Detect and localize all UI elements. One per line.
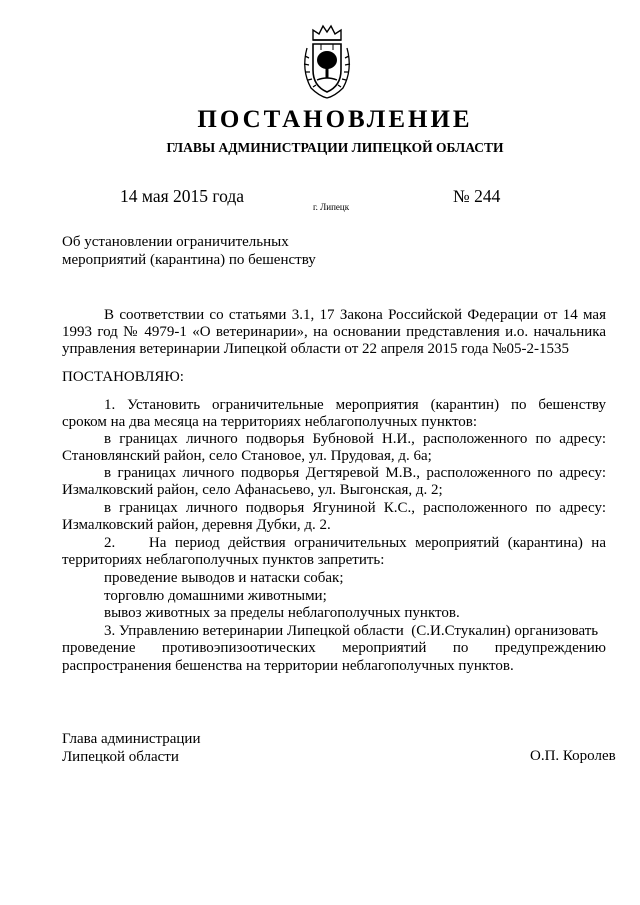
- body-line: торговлю домашними животными;: [104, 588, 327, 604]
- body-line: в границах личного подворья Ягуниной К.С., расположенного по адресу:: [104, 500, 606, 516]
- subject-line: мероприятий (карантина) по бешенству: [62, 252, 316, 268]
- signatory-position-line: Липецкой области: [62, 749, 179, 765]
- body-line: распространения бешенства на территории неблагополучных пунктов.: [62, 658, 514, 674]
- signatory-name: О.П. Королев: [530, 748, 616, 764]
- body-line: в границах личного подворья Дегтяревой М.В., расположенного по адресу:: [104, 465, 606, 481]
- body-line: в границах личного подворья Бубновой Н.И., расположенного по адресу:: [104, 431, 606, 447]
- decree-word: ПОСТАНОВЛЯЮ:: [62, 369, 184, 385]
- signatory-position-line: Глава администрации: [62, 731, 201, 747]
- body-line: Измалковский район, село Афанасьево, ул. Выгонская, д. 2;: [62, 482, 443, 498]
- document-date: 14 мая 2015 года: [120, 186, 245, 206]
- body-line: проведение выводов и натаски собак;: [104, 570, 344, 586]
- signatory-position: [62, 730, 200, 766]
- body-line: Становлянский район, село Становое, ул. Прудовая, д. 6а;: [62, 448, 432, 464]
- body-line: проведение противоэпизоотических мероприятий по предупреждению: [62, 640, 606, 656]
- body-line: Измалковский район, деревня Дубки, д. 2.: [62, 517, 331, 533]
- body-line: территориях неблагополучных пунктов запретить:: [62, 552, 385, 568]
- document-number: № 244: [453, 186, 501, 206]
- document-title: ПОСТАНОВЛЕНИЕ: [197, 106, 473, 133]
- preamble-line: 1993 год № 4979-1 «О ветеринарии», на основании представления и.о. начальника: [62, 324, 606, 340]
- body-line: 1. Установить ограничительные мероприятия (карантин) по бешенству: [104, 397, 606, 413]
- document-subject: [62, 233, 316, 269]
- body-line: 2. На период действия ограничительных мероприятий (карантина) на: [104, 535, 606, 551]
- document-subtitle: ГЛАВЫ АДМИНИСТРАЦИИ ЛИПЕЦКОЙ ОБЛАСТИ: [166, 140, 504, 155]
- preamble-line: В соответствии со статьями 3.1, 17 Закона Российской Федерации от 14 мая: [104, 307, 606, 323]
- preamble-line: управления ветеринарии Липецкой области от 22 апреля 2015 года №05-2-1535: [62, 341, 569, 357]
- document-city: г. Липецк: [313, 202, 350, 212]
- body-line: 3. Управлению ветеринарии Липецкой области (С.И.Стукалин) организовать: [104, 623, 599, 639]
- subject-line: Об установлении ограничительных: [62, 234, 289, 250]
- body-line: сроком на два месяца на территориях неблагополучных пунктов:: [62, 414, 478, 430]
- coat-of-arms-emblem: [297, 22, 357, 100]
- body-line: вывоз животных за пределы неблагополучных пунктов.: [104, 605, 460, 621]
